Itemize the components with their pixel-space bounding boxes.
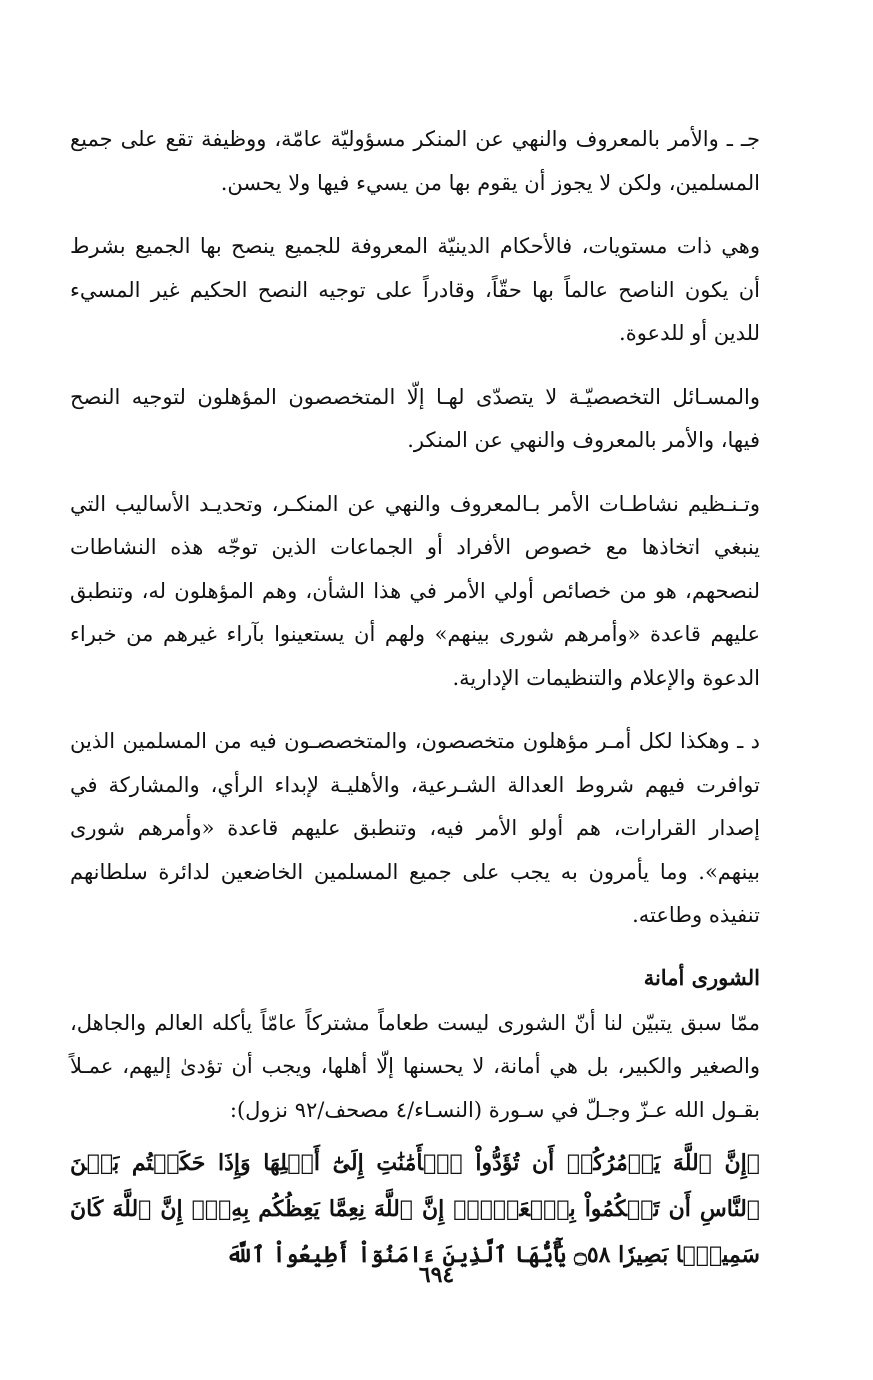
paragraph-qualified-specialists: د ـ وهكذا لكل أمـر مؤهلون متخصصون، والمتخصصـون فيه من المسلمين الذين توافرت فيهم شروط العدالة الشـرعية، والأهليـة لإبداء الرأي، والمشاركة في إصدار القرارات، هم أولو الأمر فيه، وتنطبق عليهم قاعدة «وأمرهم شورى بينهم». وما يأمرون به يجب على جميع المسلمين الخاضعين لدائرة سلطانهم تنفيذه وطاعته. (70, 729, 760, 927)
section-paragraph: ممّا سبق يتبيّن لنا أنّ الشورى ليست طعاماً مشتركاً عامّاً يأكله العالم والجاهل، والصغير والكبير، بل هي أمانة، لا يحسنها إلّا أهلها، ويجب أن تؤدىٰ إليهم، عمـلاً بقـول الله عـزّ وجـلّ في سـورة (النسـاء/٤ مصحف/٩٢ نزول): (70, 1010, 760, 1122)
quran-verse: ﴿إِنَّ ٱللَّهَ يَأۡمُرُكُمۡ أَن تُؤَدُّواْ ٱلۡأَمَٰنَٰتِ إِلَىٰٓ أَهۡلِهَا وَإِذَا حَكَمۡتُم بَيۡنَ ٱلنَّاسِ أَن تَحۡكُمُواْ بِٱلۡعَدۡلِۚ إِنَّ ٱللَّهَ نِعِمَّا يَعِظُكُم بِهِۦٓۗ إِنَّ ٱللَّهَ كَانَ سَمِيعَۢا بَصِيرٗا ۝٥٨ يَٰٓأَيُّهَا ٱلَّذِينَ ءَامَنُوٓاْ أَطِيعُواْ ٱللَّهَ (70, 1150, 760, 1268)
paragraph-specialized-issues: والمسـائل التخصصيّـة لا يتصدّى لهـا إلّا المتخصصون المؤهلون لتوجيه النصح فيها، والأمر بالمعروف والنهي عن المنكر. (70, 384, 760, 452)
paragraph-enjoining-good: جـ ـ والأمر بالمعروف والنهي عن المنكر مسؤوليّة عامّة، ووظيفة تقع على جميع المسلمين، ولكن لا يجوز أن يقوم بها من يسيء فيها ولا يحسن. (70, 127, 760, 195)
paragraph-levels: وهي ذات مستويات، فالأحكام الدينيّة المعروفة للجميع ينصح بها الجميع بشرط أن يكون الناصح عالماً بها حقّاً، وقادراً على توجيه النصح الحكيم غير المسيء للدين أو للدعوة. (70, 234, 760, 345)
page-number: ٦٩٤ (418, 1262, 455, 1288)
paragraph-organization: وتـنـظيم نشاطـات الأمر بـالمعروف والنهي عن المنكـر، وتحديـد الأساليب التي ينبغي اتخاذها مع خصوص الأفراد أو الجماعات الذين توجّه هذه النشاطات لنصحهم، هو من خصائص أولي الأمر في هذا الشأن، وهم المؤهلون له، وتنطبق عليهم قاعدة «وأمرهم شورى بينهم» ولهم أن يستعينوا بآراء غيرهم من خبراء الدعوة والإعلام والتنظيمات الإدارية. (70, 491, 760, 690)
section-heading: الشورى أمانة (643, 964, 760, 990)
page-body (70, 118, 760, 1278)
